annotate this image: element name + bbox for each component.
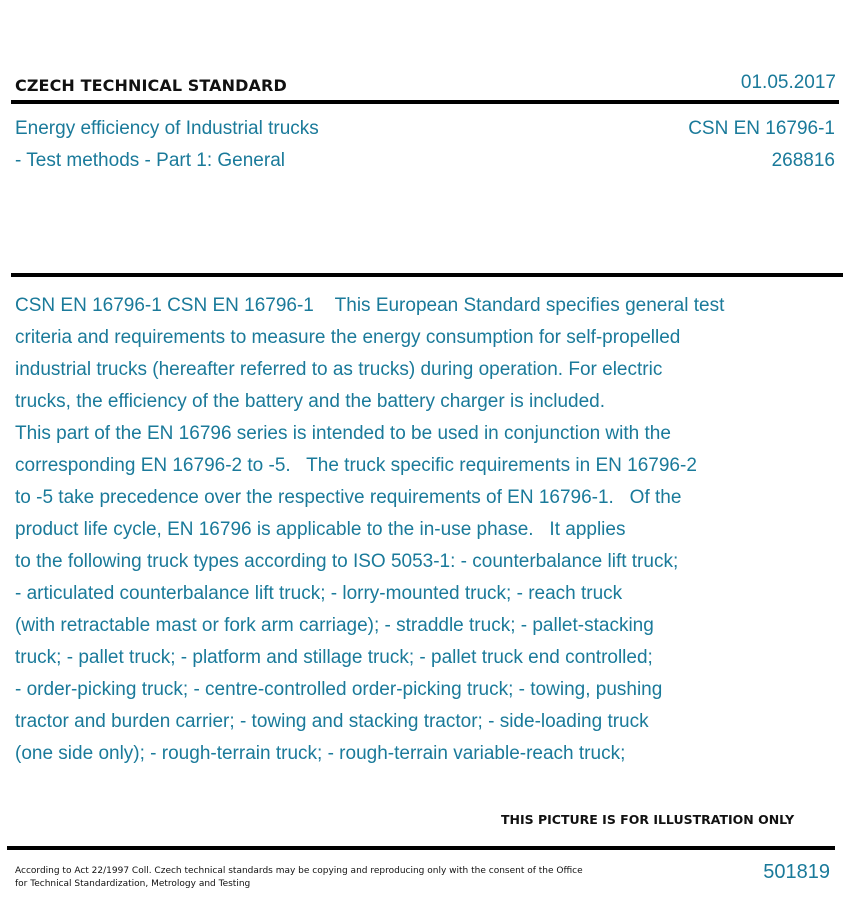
abstract-line: corresponding EN 16796-2 to -5. The truck specific requirements in EN 16796-2: [15, 455, 697, 476]
copyright-line: According to Act 22/1997 Coll. Czech technical standards may be copying and reproducing only with the consent of the Office: [15, 866, 583, 876]
document-number: 501819: [763, 861, 830, 883]
document-category: CZECH TECHNICAL STANDARD: [15, 76, 287, 95]
abstract-line: (with retractable mast or fork arm carriage); - straddle truck; - pallet-stacking: [15, 615, 654, 636]
publication-date: 01.05.2017: [740, 72, 836, 93]
abstract-line: trucks, the efficiency of the battery and the battery charger is included.: [15, 391, 606, 412]
standard-title-line1: Energy efficiency of Industrial trucks: [15, 118, 319, 139]
abstract-line: to the following truck types according to ISO 5053-1: - counterbalance lift truck;: [15, 551, 679, 572]
abstract-line: tractor and burden carrier; - towing and stacking tractor; - side-loading truck: [15, 711, 649, 732]
copyright-line: for Technical Standardization, Metrology and Testing: [15, 879, 251, 889]
abstract-line: truck; - pallet truck; - platform and stillage truck; - pallet truck end controlled;: [15, 647, 653, 668]
abstract-line: (one side only); - rough-terrain truck; - rough-terrain variable-reach truck;: [15, 743, 626, 764]
abstract-line: criteria and requirements to measure the energy consumption for self-propelled: [15, 327, 681, 348]
abstract-line: - articulated counterbalance lift truck; - lorry-mounted truck; - reach truck: [15, 583, 623, 604]
abstract-line: CSN EN 16796-1 CSN EN 16796-1 This European Standard specifies general test: [15, 295, 725, 316]
standard-abstract: [15, 290, 835, 770]
standard-code: CSN EN 16796-1: [688, 118, 835, 139]
footer-divider: [7, 846, 835, 850]
title-divider: [11, 273, 843, 277]
standard-title-line2: - Test methods - Part 1: General: [15, 150, 285, 171]
abstract-line: This part of the EN 16796 series is intended to be used in conjunction with the: [15, 423, 671, 444]
header-divider: [11, 100, 839, 104]
illustration-disclaimer: THIS PICTURE IS FOR ILLUSTRATION ONLY: [501, 812, 795, 827]
abstract-line: product life cycle, EN 16796 is applicable to the in-use phase. It applies: [15, 519, 626, 540]
abstract-line: industrial trucks (hereafter referred to as trucks) during operation. For electric: [15, 359, 663, 380]
abstract-line: - order-picking truck; - centre-controlled order-picking truck; - towing, pushing: [15, 679, 663, 700]
catalog-number: 268816: [771, 150, 835, 171]
abstract-line: to -5 take precedence over the respective requirements of EN 16796-1. Of the: [15, 487, 682, 508]
copyright-notice: [15, 865, 615, 891]
